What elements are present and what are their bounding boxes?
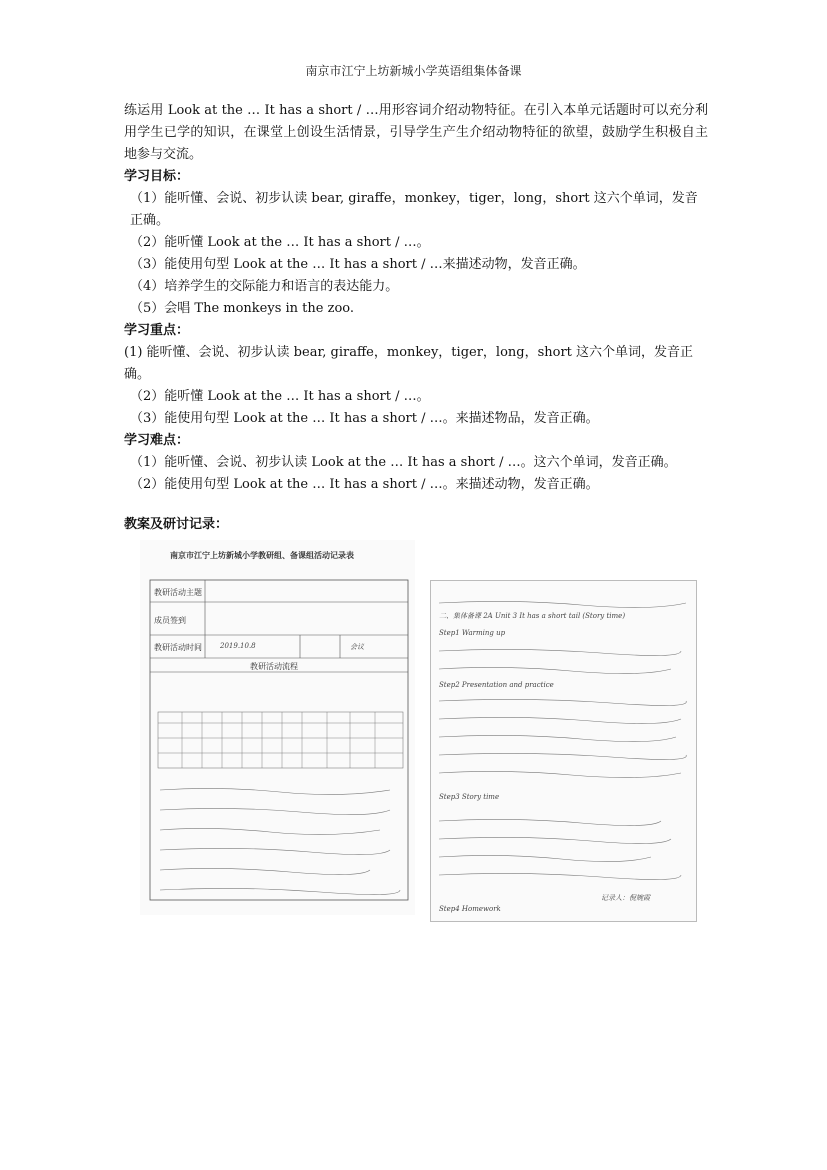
scan-row-members: 成员签到: [154, 616, 186, 625]
goal-item-5: （5）会唱 The monkeys in the zoo.: [130, 301, 355, 316]
goal-item-1: （1）能听懂、会说、初步认读 bear, giraffe，monkey，tiger，long，short 这六个单词，发音正确。: [130, 191, 698, 228]
intro-paragraph: 练运用 Look at the … It has a short / …用形容词介绍动物特征。在引入本单元话题时可以充分利用学生已学的知识，在课堂上创设生活情景，引导学生产生介绍动物特征的欲望，鼓励学生积极自主地参与交流。: [124, 103, 708, 162]
scan-row-time: 教研活动时间: [154, 643, 202, 652]
goal-item-2: （2）能听懂 Look at the … It has a short / …。: [130, 235, 430, 250]
difficulties-heading: 学习难点：: [124, 433, 190, 448]
document-body: [124, 100, 708, 536]
scan-left-title: 南京市江宁上坊新城小学教研组、备课组活动记录表: [170, 551, 354, 560]
difficulty-item-1: （1）能听懂、会说、初步认读 Look at the … It has a short / …。这六个单词，发音正确。: [130, 455, 677, 470]
goals-heading: 学习目标：: [124, 169, 190, 184]
key-point-item-3: （3）能使用句型 Look at the … It has a short / …。来描述物品，发音正确。: [130, 411, 599, 426]
scan-step-1: Step1 Warming up: [439, 629, 506, 637]
difficulty-item-2: （2）能使用句型 Look at the … It has a short / …。来描述动物，发音正确。: [130, 477, 599, 492]
scan-recorder: 记录人：倪婉霞: [601, 894, 650, 902]
scan-step-3: Step3 Story time: [439, 793, 500, 801]
key-point-item-1: (1) 能听懂、会说、初步认读 bear, giraffe，monkey，tiger，long，short 这六个单词，发音正确。: [124, 345, 694, 382]
scan-row-topic: 教研活动主题: [154, 588, 202, 597]
scan-right-title: 二、集体备课 2A Unit 3 It has a short tail (Story time): [439, 612, 626, 620]
scan-right-page: [430, 580, 697, 922]
key-points-heading: 学习重点：: [124, 323, 190, 338]
scan-step-2: Step2 Presentation and practice: [439, 681, 554, 689]
scan-left-page: [140, 540, 415, 915]
scan-row-process: 教研活动流程: [250, 662, 298, 671]
records-heading: 教案及研讨记录：: [124, 517, 229, 532]
scanned-records-image: [140, 540, 700, 920]
page-header: 南京市江宁上坊新城小学英语组集体备课: [305, 64, 522, 78]
scan-place: 会议: [350, 643, 364, 651]
goal-item-3: （3）能使用句型 Look at the … It has a short / …来描述动物，发音正确。: [130, 257, 586, 272]
goal-item-4: （4）培养学生的交际能力和语言的表达能力。: [130, 279, 399, 294]
key-point-item-2: （2）能听懂 Look at the … It has a short / …。: [130, 389, 430, 404]
scan-date: 2019.10.8: [220, 642, 256, 650]
scan-step-4: Step4 Homework: [439, 905, 501, 913]
